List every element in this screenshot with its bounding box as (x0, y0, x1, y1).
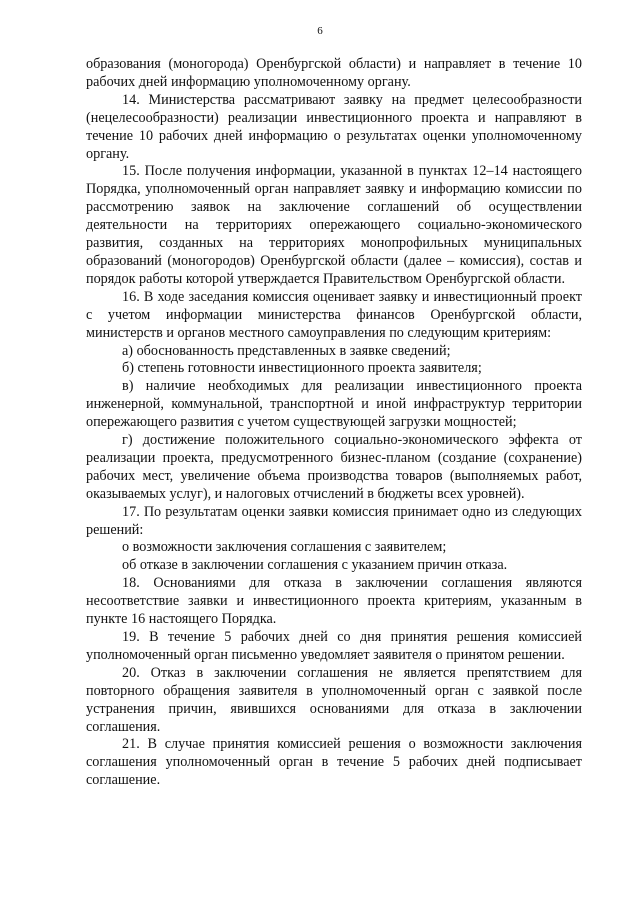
criterion-a: а) обоснованность представленных в заявке сведений; (122, 342, 451, 359)
paragraph-14: 14. Министерства рассматривают заявку на предмет целесообразности (нецелесообразности) реализации инвестиционного проекта и направляют в течение 10 рабочих дней информацию о результатах оценки уполномоченному органу. (86, 91, 582, 162)
document-body (86, 56, 582, 790)
paragraph-19: 19. В течение 5 рабочих дней со дня принятия решения комиссией уполномоченный орган письменно уведомляет заявителя о принятом решении. (86, 629, 582, 663)
criterion-v: в) наличие необходимых для реализации инвестиционного проекта инженерной, коммунальной, транспортной и иной инфраструктур территории опережающего развития с учетом существующей загрузки мощностей; (86, 378, 582, 431)
paragraph-18: 18. Основаниями для отказа в заключении соглашения являются несоответствие заявки и инвестиционного проекта критериям, указанным в пункте 16 настоящего Порядка. (86, 575, 582, 628)
paragraph-15: 15. После получения информации, указанной в пунктах 12–14 настоящего Порядка, уполномоченный орган направляет заявку и информацию комиссии по рассмотрению заявок на заключение соглашений об осуществлении деятельности на территориях опережающего социально-экономического развития, созданных на территориях монопрофильных муниципальных образований (моногородов) Оренбургской области (далее – комиссия), состав и порядок работы которой утверждается Правительством Оренбургской области. (86, 163, 582, 287)
paragraph-16: 16. В ходе заседания комиссия оценивает заявку и инвестиционный проект с учетом информации министерства финансов Оренбургской области, министерств и органов местного самоуправления по следующим критериям: (86, 288, 582, 341)
page-number: 6 (317, 25, 323, 37)
paragraph-continuation: образования (моногорода) Оренбургской области) и направляет в течение 10 рабочих дней информацию уполномоченному органу. (86, 56, 582, 90)
decision-option-refuse: об отказе в заключении соглашения с указанием причин отказа. (122, 557, 508, 574)
criterion-b: б) степень готовности инвестиционного проекта заявителя; (122, 360, 482, 377)
criterion-g: г) достижение положительного социально-экономического эффекта от реализации проекта, предусмотренного бизнес-планом (создание (сохранение) рабочих мест, увеличение объема производства товаров (выполняемых работ, оказываемых услуг), и налоговых отчислений в бюджеты всех уровней). (86, 432, 582, 502)
paragraph-21: 21. В случае принятия комиссией решения о возможности заключения соглашения уполномоченный орган в течение 5 рабочих дней подписывает соглашение. (86, 736, 582, 789)
paragraph-17: 17. По результатам оценки заявки комиссия принимает одно из следующих решений: (86, 503, 582, 538)
decision-option-approve: о возможности заключения соглашения с заявителем; (122, 539, 447, 556)
paragraph-20: 20. Отказ в заключении соглашения не является препятствием для повторного обращения заявителя в уполномоченный орган с заявкой после устранения причин, явившихся основаниями для отказа в заключении соглашения. (86, 664, 582, 735)
